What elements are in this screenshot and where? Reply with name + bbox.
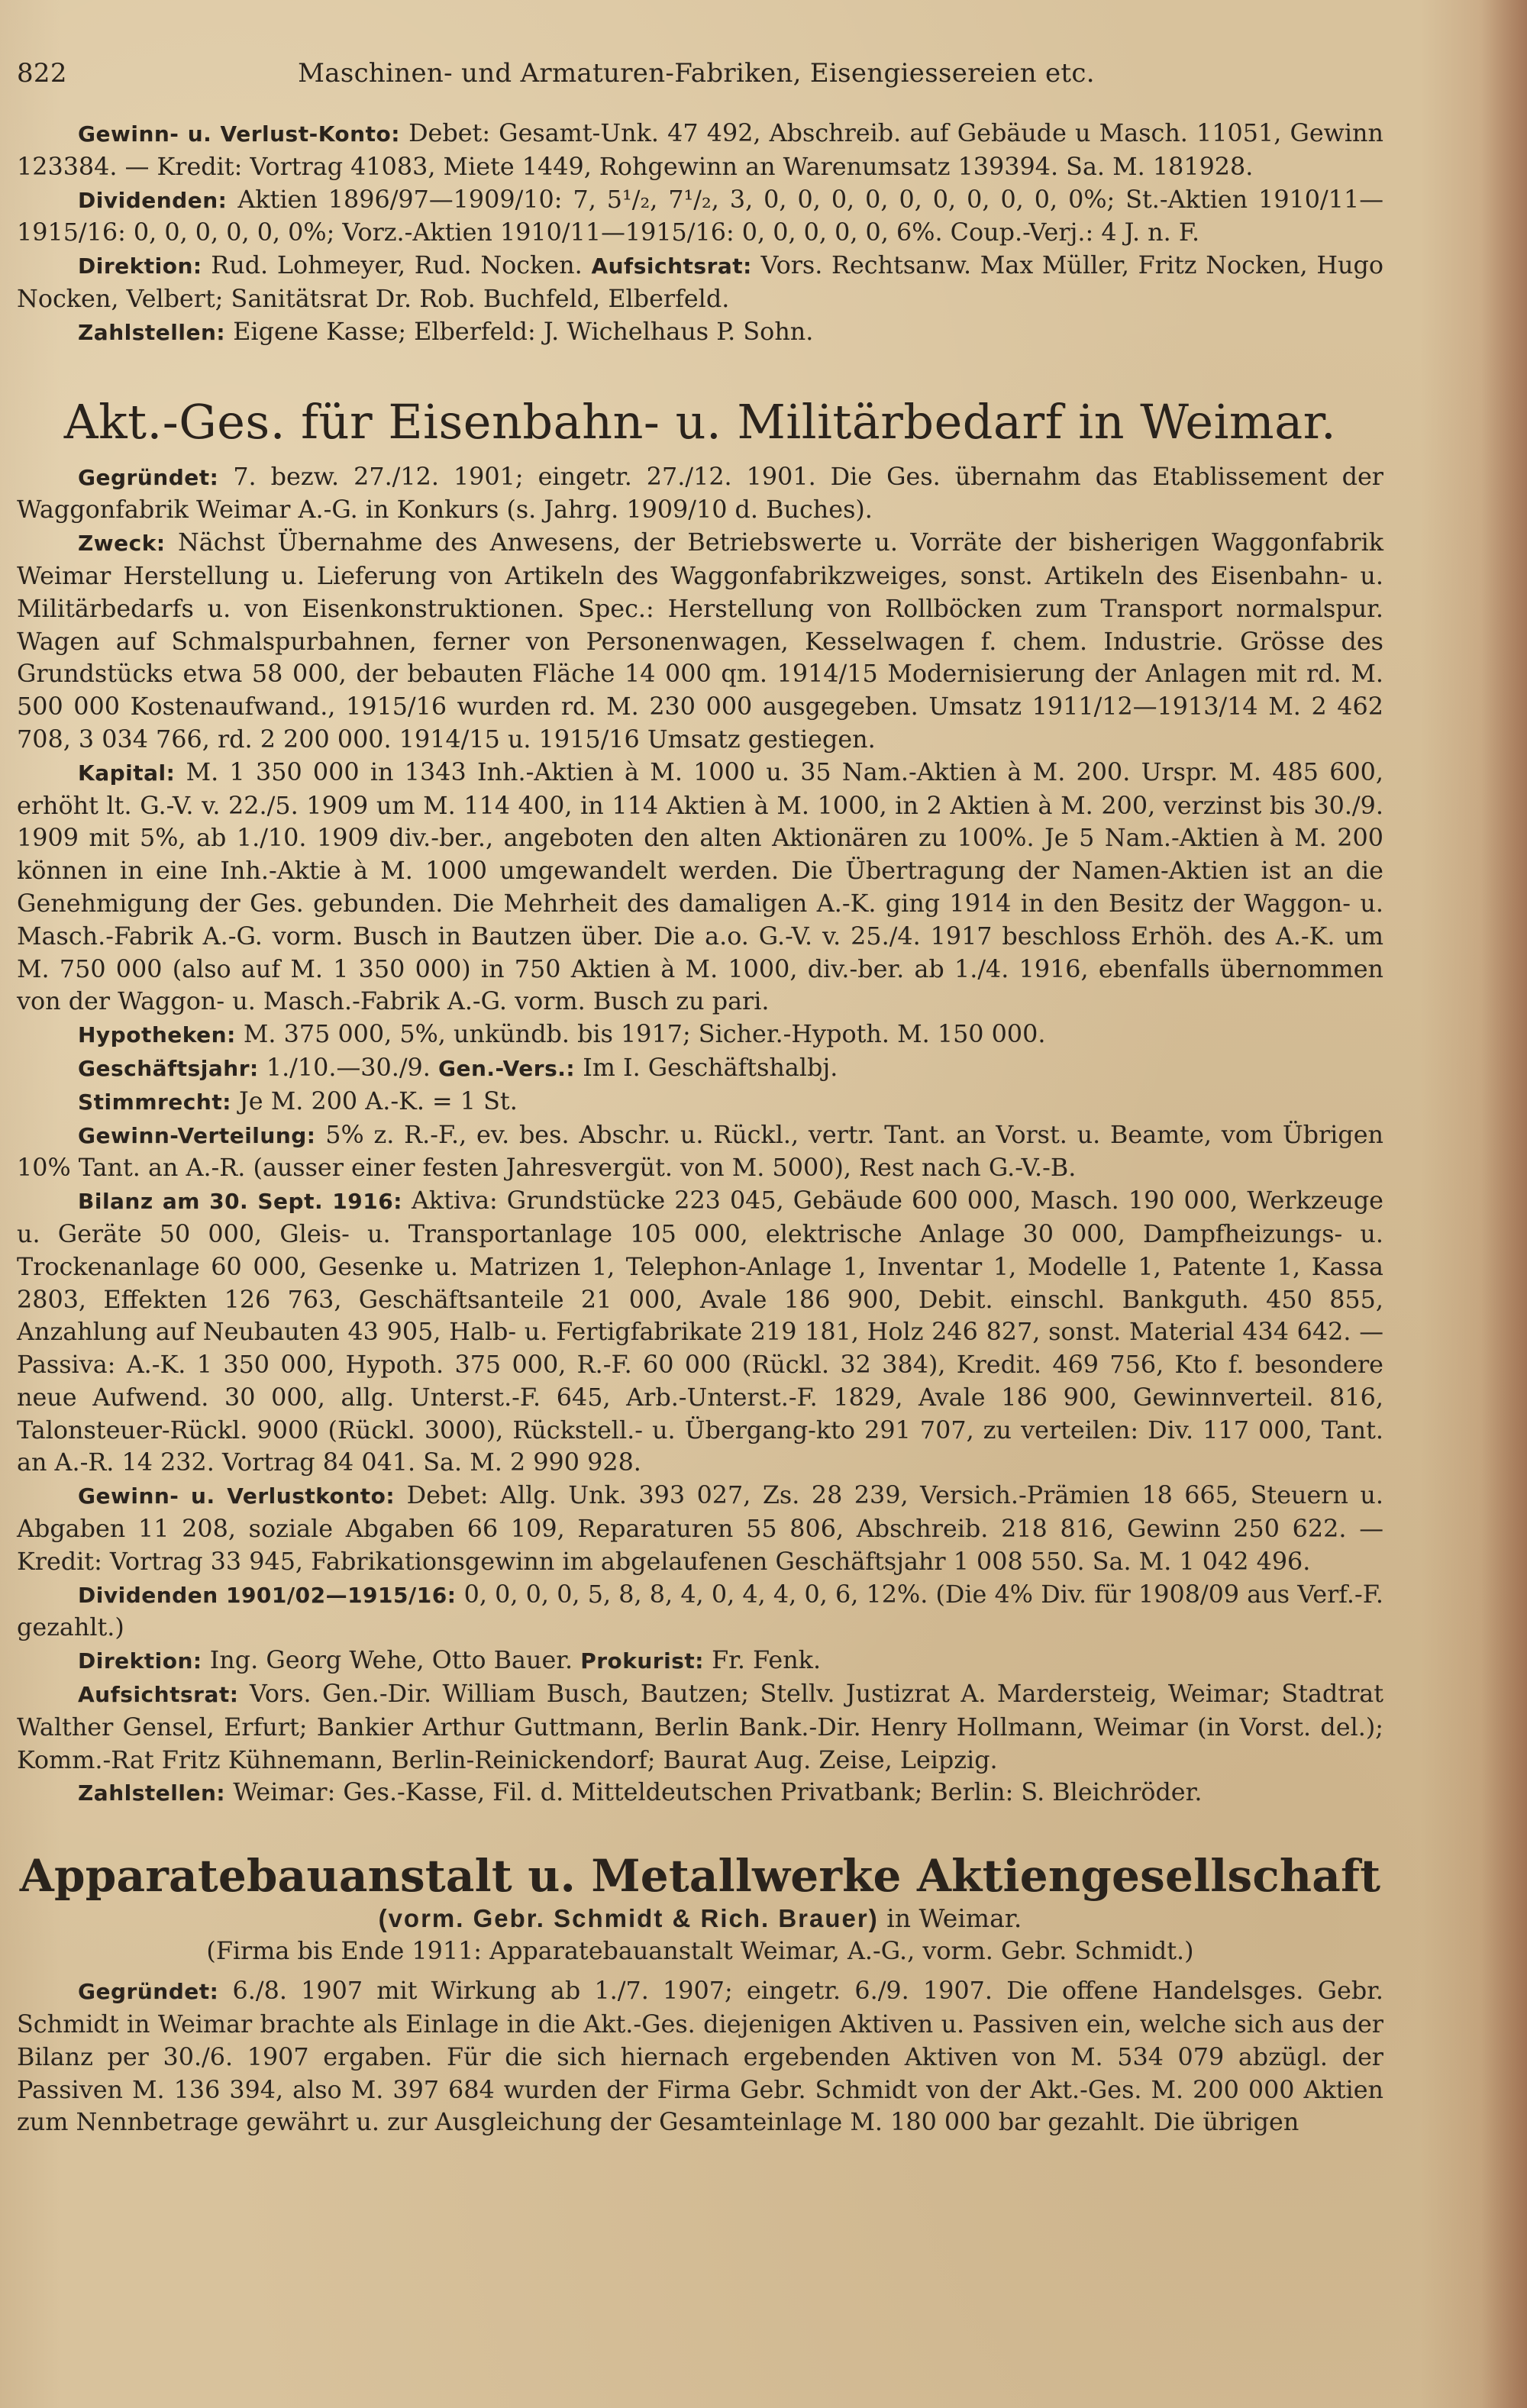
page-edge-shadow <box>1481 0 1527 2408</box>
company2-entry <box>17 1975 1383 2139</box>
founded-paragraph: Gegründet: 7. bezw. 27./12. 1901; eingetr. 27./12. 1901. Die Ges. übernahm das Etablissement der Waggonfabrik Weimar A.-G. in Konkurs (s. Jahrg. 1909/10 d. Buches). <box>17 462 1383 525</box>
company-subtitle: (vorm. Gebr. Schmidt & Rich. Brauer) in Weimar. <box>378 1903 1022 1934</box>
capital-paragraph: Kapital: M. 1 350 000 in 1343 Inh.-Aktien à M. 1000 u. 35 Nam.-Aktien à M. 200. Urspr. M. 485 600, erhöht lt. G.-V. v. 22./5. 1909 um M. 114 400, in 114 Aktien à M. 1000, in 2 Aktien à M. 200, verzinst bis 30./9. 1909 mit 5%, ab 1./10. 1909 div.-ber., angeboten den alten Aktionären zu 100%. Je 5 Nam.-Aktien à M. 200 können in eine Inh.-Aktie à M. 1000 umgewandelt werden. Die Übertragung der Namen-Aktien ist an die Genehmigung der Ges. gebunden. Die Mehrheit des damaligen A.-K. ging 1914 in den Besitz der Waggon- u. Masch.-Fabrik A.-G. vorm. Busch in Bautzen über. Die a.o. G.-V. v. 25./4. 1917 beschloss Erhöh. des A.-K. um M. 750 000 (also auf M. 1 350 000) in 750 Aktien à M. 1000, div.-ber. ab 1./4. 1916, ebenfalls übernommen von der Waggon- u. Masch.-Fabrik A.-G. vorm. Busch zu pari. <box>17 757 1384 1016</box>
purpose-paragraph: Zweck: Nächst Übernahme des Anwesens, der Betriebswerte u. Vorräte der bisherigen Waggonfabrik Weimar Herstellung u. Lieferung von Artikeln des Waggonfabrikzweiges, sonst. Artikeln des Eisenbahn- u. Militärbedarfs u. von Eisenkonstruktionen. Spec.: Herstellung von Rollböcken zum Transport normalspur. Wagen auf Schmalspurbahnen, ferner von Personenwagen, Kesselwagen f. chem. Industrie. Grösse des Grundstücks etwa 58 000, der bebauten Fläche 14 000 qm. 1914/15 Modernisierung der Anlagen mit rd. M. 500 000 Kostenaufwand., 1915/16 wurden rd. M. 230 000 ausgegeben. Umsatz 1911/12—1913/14 M. 2 462 708, 3 034 766, rd. 2 200 000. 1914/15 u. 1915/16 Umsatz gestiegen. <box>17 528 1384 754</box>
company-title-weimar-railway: Akt.-Ges. für Eisenbahn- u. Militärbedarf in Weimar. <box>63 393 1337 450</box>
balance-sheet-paragraph: Bilanz am 30. Sept. 1916: Aktiva: Grundstücke 223 045, Gebäude 600 000, Masch. 190 000, Werkzeuge u. Geräte 50 000, Gleis- u. Transportanlage 105 000, elektrische Anlage 30 000, Dampfheizungs- u. Trockenanlage 60 000, Gesenke u. Matrizen 1, Telephon-Anlage 1, Inventar 1, Modelle 1, Patente 1, Kassa 2803, Effekten 126 763, Geschäftsanteile 21 000, Avale 186 900, Debit. einschl. Bankguth. 450 855, Anzahlung auf Neubauten 43 905, Halb- u. Fertigfabrikate 219 181, Holz 246 827, sonst. Material 434 642. — Passiva: A.-K. 1 350 000, Hypoth. 375 000, R.-F. 60 000 (Rückl. 32 384), Kredit. 469 756, Kto f. besondere neue Aufwend. 30 000, allg. Unterst.-F. 645, Arb.-Unterst.-F. 1829, Avale 186 900, Gewinnverteil. 816, Talonsteuer-Rückl. 9000 (Rückl. 3000), Rückstell.- u. Übergang-kto 291 707, zu verteilen: Div. 117 000, Tant. an A.-R. 14 232. Vortrag 84 041. Sa. M. 2 990 928. <box>17 1186 1383 1477</box>
profit-loss-account-paragraph: Gewinn- u. Verlustkonto: Debet: Allg. Unk. 393 027, Zs. 28 239, Versich.-Prämien 18 665, Steuern u. Abgaben 11 208, soziale Abgaben 66 109, Reparaturen 55 806, Abschreib. 218 816, Gewinn 250 622. — Kredit: Vortrag 33 945, Fabrikationsgewinn im abgelaufenen Geschäftsjahr 1 008 550. Sa. M. 1 042 496. <box>17 1481 1383 1576</box>
running-title: Maschinen- und Armaturen-Fabriken, Eisengiessereien etc. <box>298 58 1095 89</box>
dividends-history-paragraph: Dividenden 1901/02—1915/16: 0, 0, 0, 0, 5, 8, 8, 4, 0, 4, 4, 0, 6, 12%. (Die 4% Div. für 1908/09 aus Verf.-F. gezahlt.) <box>17 1580 1384 1642</box>
paying-agents-paragraph: Zahlstellen: Eigene Kasse; Elberfeld: J. Wichelhaus P. Sohn. <box>78 317 814 346</box>
company-title-apparatebau: Apparatebauanstalt u. Metallwerke Aktiengesellschaft <box>19 1850 1381 1903</box>
page-header <box>17 58 1383 89</box>
founded-paragraph-2: Gegründet: 6./8. 1907 mit Wirkung ab 1./7. 1907; eingetr. 6./9. 1907. Die offene Handelsges. Gebr. Schmidt in Weimar brachte als Einlage in die Akt.-Ges. diejenigen Aktiven u. Passiven ein, welche sich aus der Bilanz per 30./6. 1907 ergaben. Für die sich hiernach ergebenden Aktiven von M. 534 079 abzügl. der Passiven M. 136 394, also M. 397 684 wurden der Firma Gebr. Schmidt von der Akt.-Ges. M. 200 000 Aktien zum Nennbetrage gewährt u. zur Ausgleichung der Gesamteinlage M. 180 000 bar gezahlt. Die übrigen <box>17 1977 1384 2137</box>
supervisory-board-paragraph: Aufsichtsrat: Vors. Gen.-Dir. William Busch, Bautzen; Stellv. Justizrat A. Mardersteig, Weimar; Stadtrat Walther Gensel, Erfurt; Bankier Arthur Guttmann, Berlin Bank.-Dir. Henry Hollmann, Weimar (in Vorst. del.); Komm.-Rat Fritz Kühnemann, Berlin-Reinickendorf; Baurat Aug. Zeise, Leipzig. <box>17 1680 1383 1774</box>
mortgages-paragraph: Hypotheken: M. 375 000, 5%, unkündb. bis 1917; Sicher.-Hypoth. M. 150 000. <box>78 1020 1046 1049</box>
management-paragraph: Direktion: Ing. Georg Wehe, Otto Bauer. Prokurist: Fr. Fenk. <box>78 1646 822 1675</box>
dividends-paragraph: Dividenden: Aktien 1896/97—1909/10: 7, 5¹/₂, 7¹/₂, 3, 0, 0, 0, 0, 0, 0, 0, 0, 0, 0%; St.-Aktien 1910/11—1915/16: 0, 0, 0, 0, 0, 0%; Vorz.-Aktien 1910/11—1915/16: 0, 0, 0, 0, 0, 6%. Coup.-Verj.: 4 J. n. F. <box>17 185 1384 247</box>
former-name-note: (Firma bis Ende 1911: Apparatebauanstalt Weimar, A.-G., vorm. Gebr. Schmidt.) <box>206 1937 1194 1966</box>
book-page <box>17 58 1383 2139</box>
board-paragraph: Direktion: Rud. Lohmeyer, Rud. Nocken. Aufsichtsrat: Vors. Rechtsanw. Max Müller, Fritz Nocken, Hugo Nocken, Velbert; Sanitätsrat Dr. Rob. Buchfeld, Elberfeld. <box>17 251 1384 313</box>
fiscal-year-paragraph: Geschäftsjahr: 1./10.—30./9. Gen.-Vers.: Im I. Geschäftshalbj. <box>78 1053 838 1082</box>
company1-entry <box>17 461 1383 1811</box>
paying-agents-paragraph-2: Zahlstellen: Weimar: Ges.-Kasse, Fil. d. Mitteldeutschen Privatbank; Berlin: S. Bleichröder. <box>78 1778 1203 1807</box>
previous-company-tail <box>17 118 1383 350</box>
page-number: 822 <box>17 58 67 89</box>
voting-right-paragraph: Stimmrecht: Je M. 200 A.-K. = 1 St. <box>78 1086 518 1115</box>
profit-loss-paragraph: Gewinn- u. Verlust-Konto: Debet: Gesamt-Unk. 47 492, Abschreib. auf Gebäude u Masch. 11051, Gewinn 123384. — Kredit: Vortrag 41083, Miete 1449, Rohgewinn an Warenumsatz 139394. Sa. M. 181928. <box>17 119 1384 181</box>
profit-distribution-paragraph: Gewinn-Verteilung: 5% z. R.-F., ev. bes. Abschr. u. Rückl., vertr. Tant. an Vorst. u. Beamte, vom Übrigen 10% Tant. an A.-R. (ausser einer festen Jahresvergüt. von M. 5000), Rest nach G.-V.-B. <box>17 1120 1383 1183</box>
